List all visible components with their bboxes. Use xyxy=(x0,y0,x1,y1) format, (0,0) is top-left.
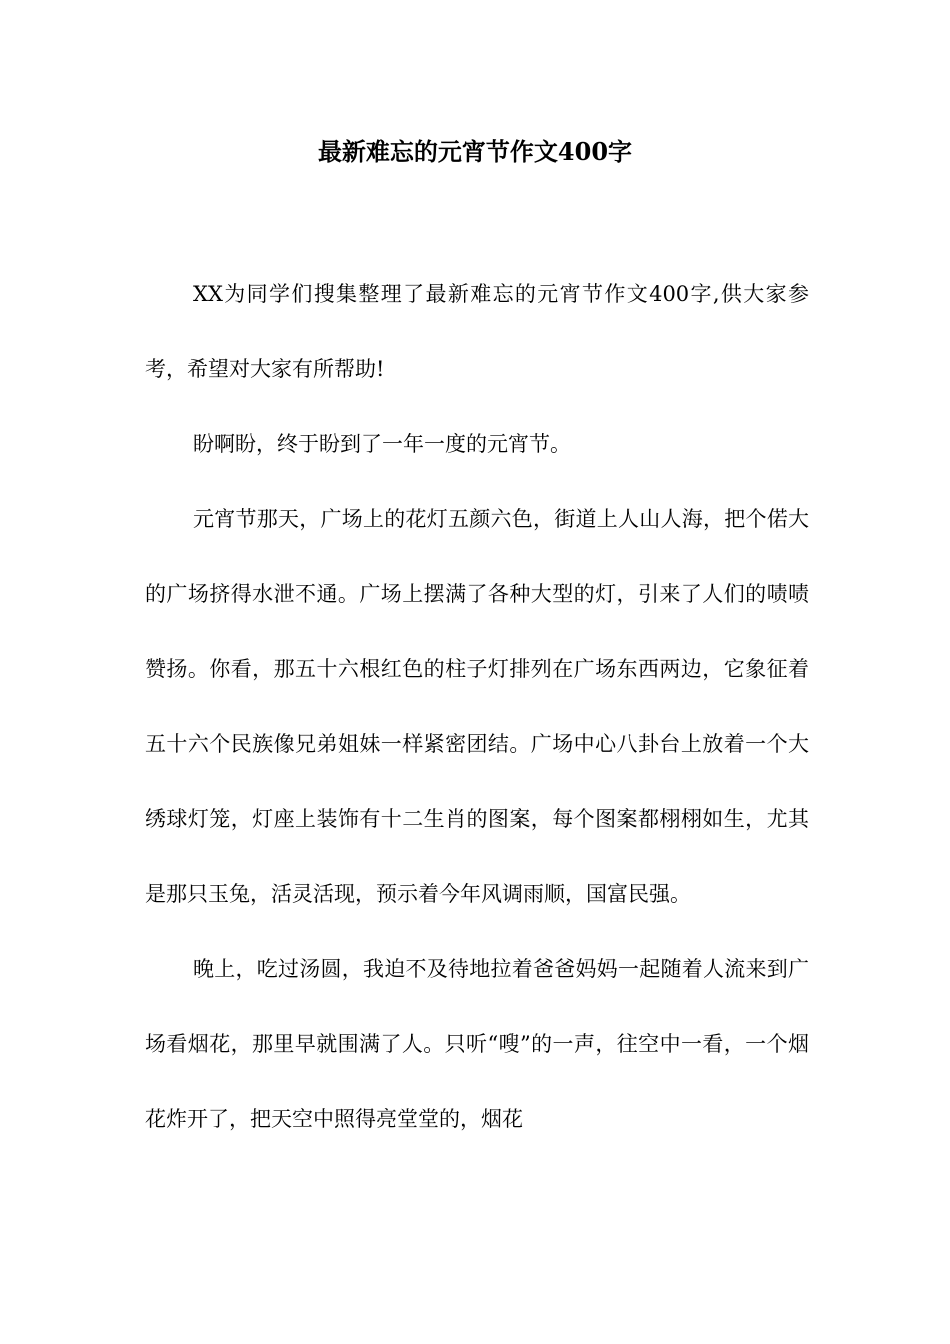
paragraph-waiting: 盼啊盼，终于盼到了一年一度的元宵节。 xyxy=(193,432,571,456)
paragraph-fireworks: 晚上，吃过汤圆，我迫不及待地拉着爸爸妈妈一起随着人流来到广场看烟花，那里早就围满了人。只听“嗖”的一声，往空中一看，一个烟花炸开了，把天空中照得亮堂堂的，烟花 xyxy=(145,957,809,1131)
paragraph-intro: XX为同学们搜集整理了最新难忘的元宵节作文400字,供大家参考，希望对大家有所帮助! xyxy=(145,282,809,381)
paragraph-square-lanterns: 元宵节那天，广场上的花灯五颜六色，街道上人山人海，把个偌大的广场挤得水泄不通。广场上摆满了各种大型的灯，引来了人们的啧啧赞扬。你看，那五十六根红色的柱子灯排列在广场东西两边，它象征着五十六个民族像兄弟姐妹一样紧密团结。广场中心八卦台上放着一个大绣球灯笼，灯座上装饰有十二生肖的图案，每个图案都栩栩如生，尤其是那只玉兔，活灵活现，预示着今年风调雨顺，国富民强。 xyxy=(145,507,809,906)
document-title: 最新难忘的元宵节作文400字 xyxy=(317,137,633,166)
document-body xyxy=(145,257,809,1157)
